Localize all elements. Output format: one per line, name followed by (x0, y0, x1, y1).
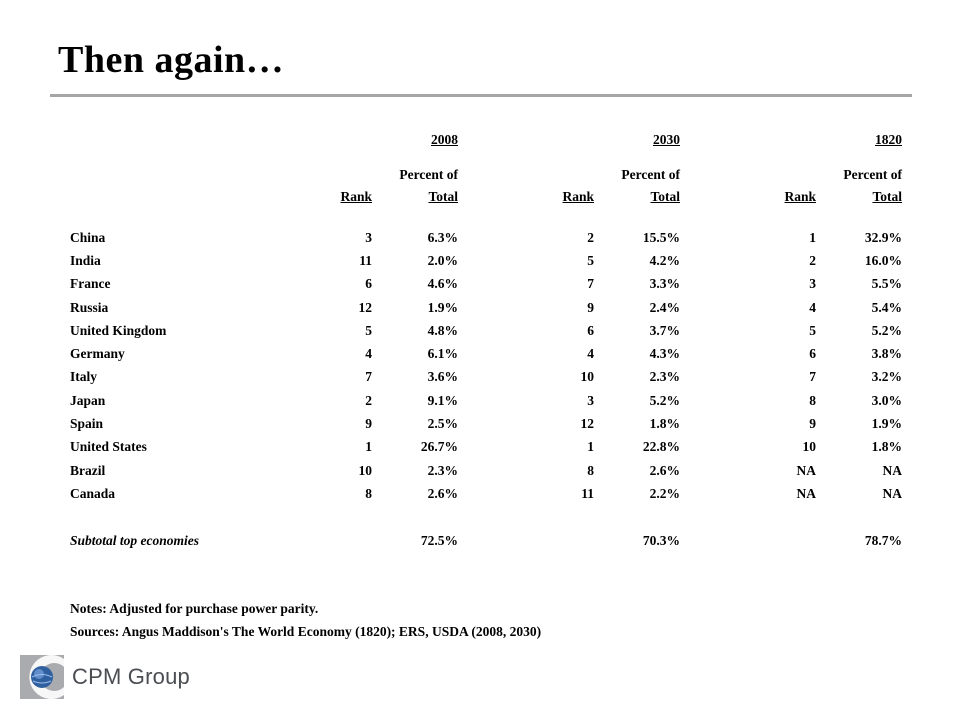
country-name: Japan (70, 392, 106, 408)
percent-2008: 1.9% (427, 299, 458, 315)
subtotal-spacer (70, 506, 902, 530)
rank-2008: 12 (358, 299, 372, 315)
rank-2008: 7 (365, 369, 372, 385)
percent-1820: NA (882, 462, 902, 478)
year-1820-header: 1820 (875, 132, 902, 147)
rank-1820: 6 (809, 346, 816, 362)
rank-2008: 5 (365, 322, 372, 338)
percent-header-line1: Percent of (399, 167, 458, 182)
country-name: United States (70, 439, 147, 455)
percent-1820: NA (882, 485, 902, 501)
percent-2008: 2.6% (427, 485, 458, 501)
rank-header: Rank (562, 189, 594, 204)
percent-2008: 9.1% (427, 392, 458, 408)
rank-header: Rank (340, 189, 372, 204)
percent-2008: 2.3% (427, 462, 458, 478)
percent-2030: 3.3% (649, 276, 680, 292)
percent-2008: 2.5% (427, 416, 458, 432)
rank-1820: 7 (809, 369, 816, 385)
percent-header-line2: Total (428, 189, 458, 204)
percent-2030: 3.7% (649, 322, 680, 338)
company-logo (20, 655, 190, 699)
country-name: Russia (70, 299, 109, 315)
country-name: China (70, 229, 106, 245)
gdp-ranking-table (70, 132, 902, 553)
percent-2030: 1.8% (649, 416, 680, 432)
percent-1820: 16.0% (864, 252, 902, 268)
rank-1820: 2 (809, 252, 816, 268)
subtotal-1820: 78.7% (864, 533, 902, 549)
table-row (70, 459, 902, 482)
rank-1820: 3 (809, 276, 816, 292)
table-row (70, 482, 902, 505)
sources-text: Sources: Angus Maddison's The World Economy (1820); ERS, USDA (2008, 2030) (70, 624, 542, 639)
notes-block (70, 597, 541, 643)
percent-2030: 4.3% (649, 346, 680, 362)
percent-2008: 6.1% (427, 346, 458, 362)
rank-1820: NA (796, 462, 816, 478)
percent-header-line1: Percent of (621, 167, 680, 182)
percent-2030: 5.2% (649, 392, 680, 408)
rank-2008: 3 (365, 229, 372, 245)
rank-1820: 4 (809, 299, 816, 315)
percent-header-line1: Percent of (843, 167, 902, 182)
column-header-row (70, 160, 902, 208)
rank-2030: 10 (580, 369, 594, 385)
percent-1820: 3.2% (871, 369, 902, 385)
percent-1820: 1.9% (871, 416, 902, 432)
rank-2008: 6 (365, 276, 372, 292)
percent-1820: 1.8% (871, 439, 902, 455)
percent-1820: 5.5% (871, 276, 902, 292)
table-row (70, 273, 902, 296)
percent-1820: 32.9% (864, 229, 902, 245)
percent-2008: 4.6% (427, 276, 458, 292)
rank-1820: 5 (809, 322, 816, 338)
rank-2030: 5 (587, 252, 594, 268)
percent-1820: 5.4% (871, 299, 902, 315)
rank-2008: 9 (365, 416, 372, 432)
subtotal-label: Subtotal top economies (70, 533, 200, 549)
table-row (70, 296, 902, 319)
table-row (70, 366, 902, 389)
rank-2030: 4 (587, 346, 594, 362)
page-title: Then again… (58, 39, 285, 81)
title-divider (50, 94, 912, 97)
subtotal-2008: 72.5% (420, 533, 458, 549)
table-row (70, 249, 902, 272)
logo-wordmark: CPM Group (72, 664, 190, 689)
percent-2030: 2.3% (649, 369, 680, 385)
rank-1820: 8 (809, 392, 816, 408)
country-name: United Kingdom (70, 322, 167, 338)
percent-header-line2: Total (650, 189, 680, 204)
country-name: India (70, 252, 101, 268)
percent-header-line2: Total (872, 189, 902, 204)
percent-2030: 2.6% (649, 462, 680, 478)
percent-2030: 2.2% (649, 485, 680, 501)
rank-2030: 1 (587, 439, 594, 455)
percent-2030: 2.4% (649, 299, 680, 315)
table-row (70, 412, 902, 435)
rank-2008: 8 (365, 485, 372, 501)
rank-2030: 3 (587, 392, 594, 408)
rank-2030: 2 (587, 229, 594, 245)
rank-2008: 2 (365, 392, 372, 408)
rank-header: Rank (784, 189, 816, 204)
rank-1820: 1 (809, 229, 816, 245)
percent-2008: 6.3% (427, 229, 458, 245)
subtotal-2030: 70.3% (642, 533, 680, 549)
country-name: Italy (70, 369, 97, 385)
notes-text: Notes: Adjusted for purchase power parity. (70, 601, 319, 616)
rank-2008: 11 (359, 252, 372, 268)
year-2008-header: 2008 (431, 132, 458, 147)
percent-2030: 15.5% (642, 229, 680, 245)
country-name: Brazil (70, 462, 106, 478)
percent-2030: 22.8% (642, 439, 680, 455)
rank-2030: 12 (580, 416, 594, 432)
rank-2030: 6 (587, 322, 594, 338)
rank-2030: 8 (587, 462, 594, 478)
percent-2008: 4.8% (427, 322, 458, 338)
year-2030-header: 2030 (653, 132, 680, 147)
table-row (70, 319, 902, 342)
rank-1820: NA (796, 485, 816, 501)
header-spacer (70, 208, 902, 226)
rank-1820: 9 (809, 416, 816, 432)
table-row (70, 389, 902, 412)
table-row (70, 342, 902, 365)
percent-1820: 3.0% (871, 392, 902, 408)
globe-logo-icon (20, 655, 64, 699)
percent-1820: 5.2% (871, 322, 902, 338)
percent-2008: 26.7% (420, 439, 458, 455)
percent-1820: 3.8% (871, 346, 902, 362)
country-name: Germany (70, 346, 125, 362)
rank-2030: 7 (587, 276, 594, 292)
rank-2008: 4 (365, 346, 372, 362)
rank-2008: 10 (358, 462, 372, 478)
percent-2030: 4.2% (649, 252, 680, 268)
country-name: France (70, 276, 111, 292)
year-header-row (70, 132, 902, 160)
rank-2030: 9 (587, 299, 594, 315)
rank-2030: 11 (581, 485, 594, 501)
subtotal-row (70, 530, 902, 553)
rank-2008: 1 (365, 439, 372, 455)
country-name: Spain (70, 416, 104, 432)
rank-1820: 10 (802, 439, 816, 455)
country-name: Canada (70, 485, 116, 501)
table-row (70, 436, 902, 459)
table-row (70, 226, 902, 249)
percent-2008: 2.0% (427, 252, 458, 268)
percent-2008: 3.6% (427, 369, 458, 385)
